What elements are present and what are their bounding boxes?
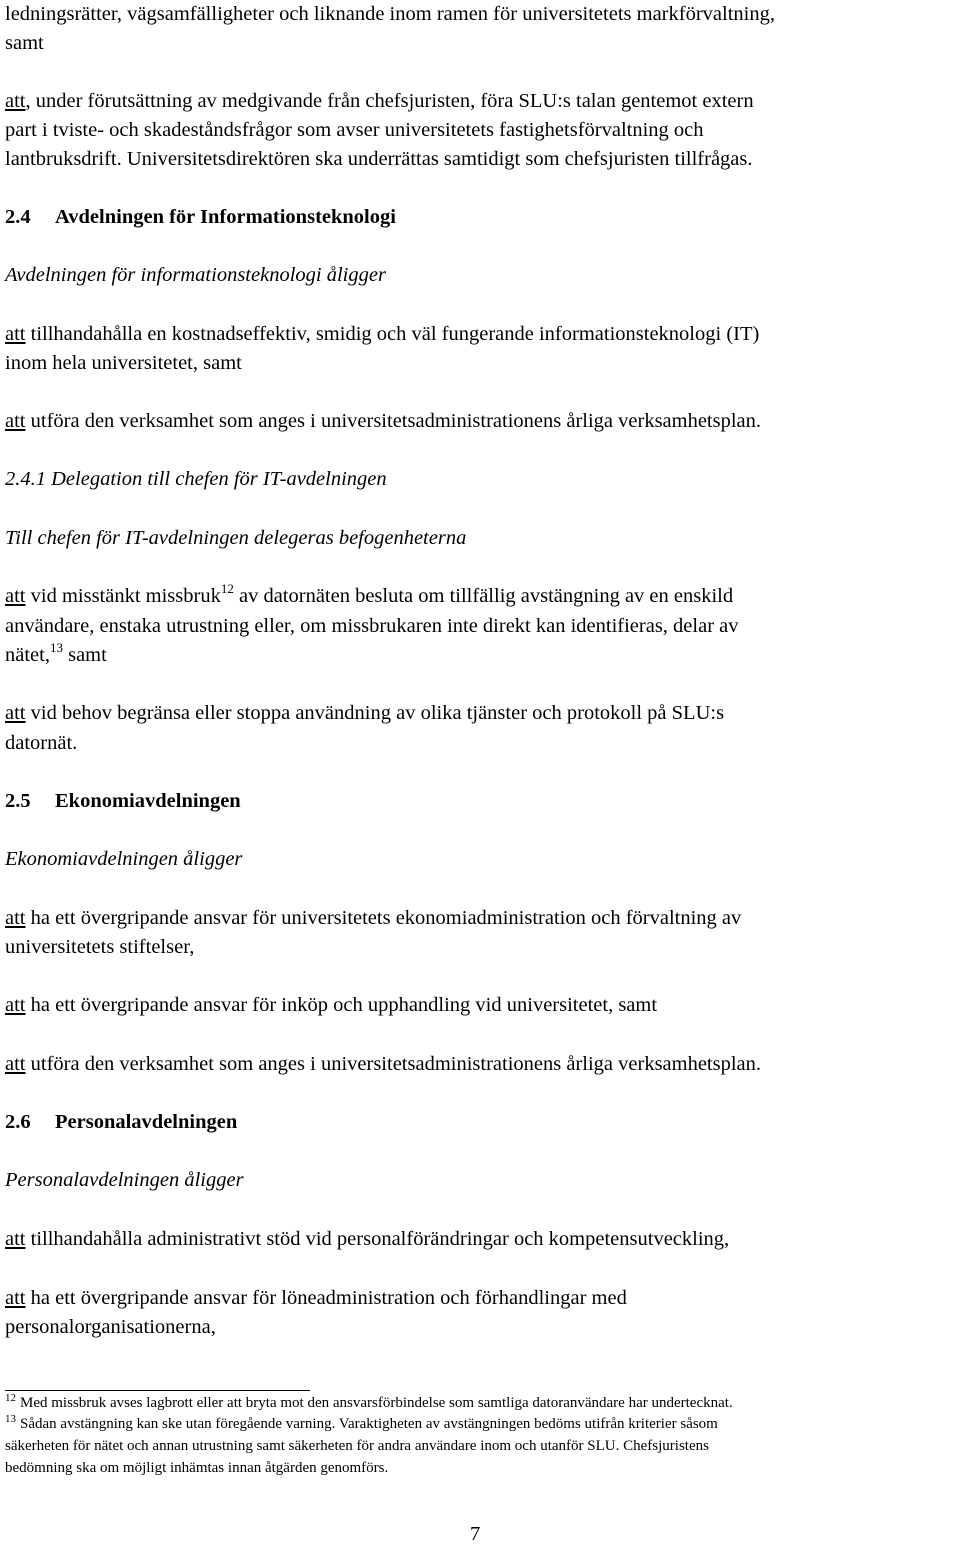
paragraph-line <box>5 1286 627 1310</box>
paragraph-line <box>5 118 704 142</box>
subsection-lead <box>5 526 466 550</box>
paragraph-line <box>5 1227 729 1251</box>
text: samt <box>62 644 107 666</box>
paragraph-line <box>5 31 44 55</box>
paragraph-line <box>5 640 107 667</box>
att-keyword: att <box>5 1287 26 1309</box>
footnote-text: Sådan avstängning kan ske utan föregående varning. Varaktigheten av avstängningen bedöms utifrån kriterier såsom <box>20 1416 718 1432</box>
paragraph-line <box>5 935 194 959</box>
text: nätet, <box>5 644 50 666</box>
text: part i tviste- och skadeståndsfrågor som avser universitetets fastighetsförvaltning och <box>5 119 704 141</box>
text: samt <box>5 32 44 54</box>
section-heading-2-5 <box>5 789 241 813</box>
paragraph-line <box>5 1052 761 1076</box>
att-keyword: att <box>5 907 26 929</box>
text: tillhandahålla en kostnadseffektiv, smidig och väl fungerande informationsteknologi (IT) <box>25 323 760 345</box>
text: ha ett övergripande ansvar för löneadministration och förhandlingar med <box>25 1287 627 1309</box>
text: Personalavdelningen åligger <box>5 1169 244 1191</box>
section-number: 2.6 <box>5 1111 31 1133</box>
text: , under förutsättning av medgivande från chefsjuristen, föra SLU:s talan gentemot extern <box>25 90 754 112</box>
subsection-heading-2-4-1 <box>5 467 387 491</box>
section-lead <box>5 1168 244 1192</box>
text: ha ett övergripande ansvar för universitetets ekonomiadministration och förvaltning av <box>25 907 742 929</box>
subsection-title: 2.4.1 Delegation till chefen för IT-avdelningen <box>5 468 387 490</box>
footnote-ref-13: 13 <box>49 640 63 655</box>
footnote-text: bedömning ska om möjligt inhämtas innan åtgärden genomförs. <box>5 1460 389 1476</box>
text: lantbruksdrift. Universitetsdirektören ska underrättas samtidigt som chefsjuristen tillfrågas. <box>5 148 753 170</box>
footnote-divider <box>5 1390 310 1391</box>
paragraph-line <box>5 1315 216 1339</box>
att-keyword: att <box>5 1053 26 1075</box>
text: utföra den verksamhet som anges i universitetsadministrationens årliga verksamhetsplan. <box>25 410 762 432</box>
paragraph-line <box>5 906 741 930</box>
footnote-13-line <box>5 1458 388 1479</box>
att-keyword: att <box>5 323 26 345</box>
page-number: 7 <box>470 1523 481 1545</box>
footnote-13 <box>5 1414 718 1435</box>
text: Avdelningen för informationsteknologi åligger <box>5 264 386 286</box>
section-lead <box>5 263 386 287</box>
footnote-ref-12: 12 <box>220 581 234 596</box>
text: ha ett övergripande ansvar för inköp och upphandling vid universitetet, samt <box>25 994 658 1016</box>
paragraph-line <box>5 614 739 638</box>
footnote-number: 13 <box>5 1413 16 1425</box>
paragraph-line <box>5 993 657 1017</box>
paragraph-line <box>5 581 734 608</box>
paragraph-line <box>5 147 753 171</box>
text: användare, enstaka utrustning eller, om missbrukaren inte direkt kan identifieras, delar av <box>5 615 739 637</box>
section-heading-2-6 <box>5 1110 237 1134</box>
section-lead <box>5 847 242 871</box>
section-title: Personalavdelningen <box>55 1111 238 1133</box>
paragraph-line <box>5 409 761 433</box>
document-page <box>5 0 955 1550</box>
footnote-text: Med missbruk avses lagbrott eller att bryta mot den ansvarsförbindelse som samtliga datoranvändare har undertecknat. <box>20 1395 733 1411</box>
text: av datornäten besluta om tillfällig avstängning av en enskild <box>233 585 734 607</box>
section-title: Avdelningen för Informationsteknologi <box>55 206 396 228</box>
paragraph-line <box>5 89 754 113</box>
paragraph-line <box>5 351 242 375</box>
section-number: 2.4 <box>5 206 31 228</box>
att-keyword: att <box>5 994 26 1016</box>
footnote-13-line <box>5 1436 709 1457</box>
text: Ekonomiavdelningen åligger <box>5 848 243 870</box>
text: tillhandahålla administrativt stöd vid personalförändringar och kompetensutveckling, <box>25 1228 730 1250</box>
paragraph-line <box>5 701 724 725</box>
att-keyword: att <box>5 1228 26 1250</box>
att-keyword: att <box>5 410 26 432</box>
att-keyword: att <box>5 90 26 112</box>
text: universitetets stiftelser, <box>5 936 195 958</box>
paragraph-line <box>5 322 759 346</box>
paragraph-line <box>5 731 77 755</box>
text: Till chefen för IT-avdelningen delegeras befogenheterna <box>5 527 467 549</box>
section-number: 2.5 <box>5 790 31 812</box>
text: vid misstänkt missbruk <box>25 585 221 607</box>
footnote-12 <box>5 1393 733 1414</box>
footnote-number: 12 <box>5 1392 16 1404</box>
text: datornät. <box>5 732 78 754</box>
att-keyword: att <box>5 585 26 607</box>
paragraph-line <box>5 2 775 26</box>
att-keyword: att <box>5 702 26 724</box>
section-heading-2-4 <box>5 205 396 229</box>
text: vid behov begränsa eller stoppa användning av olika tjänster och protokoll på SLU:s <box>25 702 725 724</box>
text: ledningsrätter, vägsamfälligheter och liknande inom ramen för universitetets markförvaltning, <box>5 3 775 25</box>
footnote-text: säkerheten för nätet och annan utrustning samt säkerheten för andra användare inom och utanför SLU. Chefsjuristens <box>5 1438 709 1454</box>
text: personalorganisationerna, <box>5 1316 216 1338</box>
text: inom hela universitetet, samt <box>5 352 242 374</box>
text: utföra den verksamhet som anges i universitetsadministrationens årliga verksamhetsplan. <box>25 1053 762 1075</box>
section-title: Ekonomiavdelningen <box>55 790 241 812</box>
